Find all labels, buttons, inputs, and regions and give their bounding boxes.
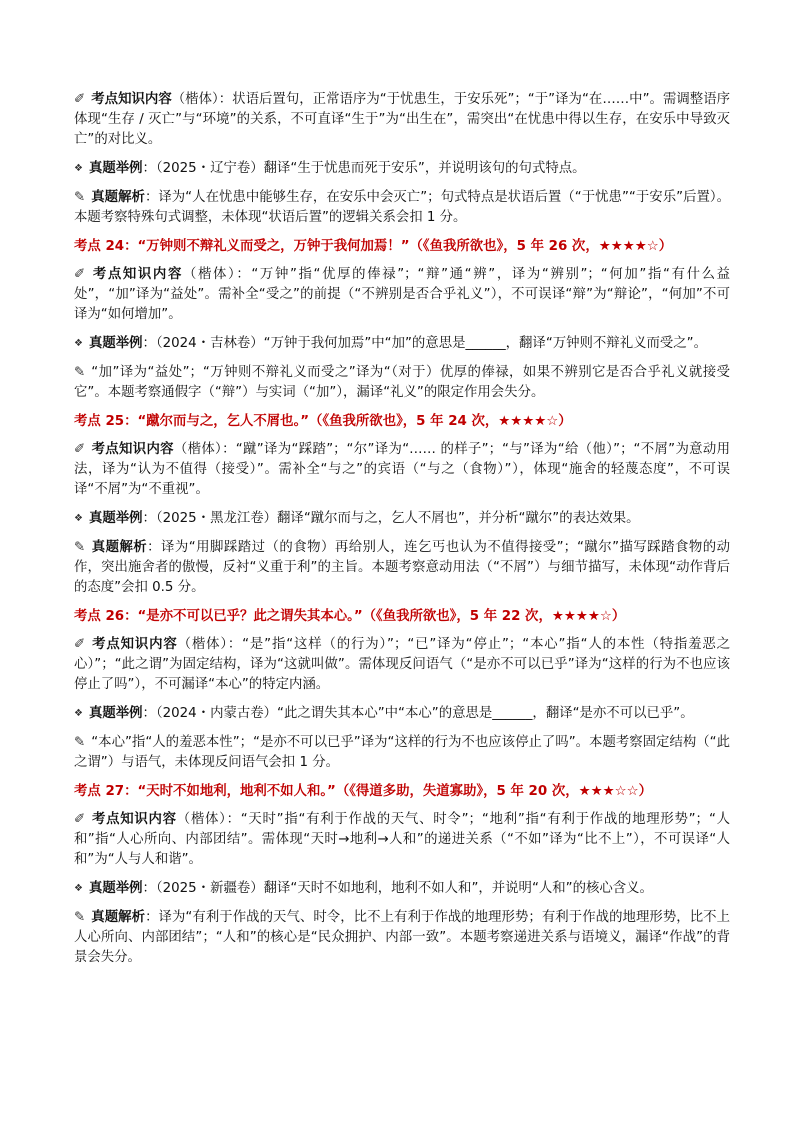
pencil-icon: ✐ [74, 812, 86, 827]
example-paragraph [74, 334, 730, 354]
pencil-icon: ✐ [74, 92, 86, 107]
paragraph-text: “加”译为“益处”；“万钟则不辩礼义而受之”译为“（对于）优厚的俸禄，如果不辨别它是否合乎礼义就接受它”。本题考察通假字（“辩”）与实词（“加”），漏译“礼义”的限定作用会失分。 [74, 365, 730, 400]
pen-icon: ✎ [74, 540, 86, 555]
knowledge-paragraph [74, 265, 730, 325]
paragraph-text: （楷体）：“万钟”指“优厚的俸禄”；“辩”通“辨”，译为“辨别”；“何加”指“有什么益处”，“加”译为“益处”。需补全“受之”的前提（“不辨别是否合乎礼义”），不可误译“辩”为“辩论”，“何加”不可译为“如何增加”。 [74, 267, 730, 322]
pen-icon: ✎ [74, 190, 86, 205]
label: 真题解析 [91, 910, 146, 925]
diamond-bullet-icon: ❖ [74, 163, 83, 174]
paragraph-text: （楷体）：“是”指“这样（的行为）”；“已”译为“停止”；“本心”指“人的本性（特指羞恶之心）”；“此之谓”为固定结构，译为“这就叫做”。需体现反问语气（“是亦不可以已乎”译为“这样的行为不也应该停止了吗”），不可漏译“本心”的特定内涵。 [74, 637, 730, 692]
label: 真题举例 [88, 881, 143, 896]
exam-point-heading: 考点 25：“蹴尔而与之，乞人不屑也。”（《鱼我所欲也》，5 年 24 次，★★★★☆） [74, 414, 572, 429]
label: 考点知识内容 [91, 637, 178, 652]
example-paragraph [74, 159, 730, 179]
pencil-icon: ✐ [74, 267, 86, 282]
analysis-paragraph [74, 538, 730, 598]
paragraph-text: ：译为“用脚踩踏过（的食物）再给别人，连乞丐也认为不值得接受”；“蹴尔”描写踩踏食物的动作，突出施舍者的傲慢，反衬“义重于利”的主旨。本题考察意动用法（“不屑”）与细节描写，未体现“动作背后的态度”会扣 0.5 分。 [74, 540, 730, 595]
diamond-bullet-icon: ❖ [74, 513, 83, 524]
pencil-icon: ✐ [74, 442, 86, 457]
paragraph-text: （楷体）：状语后置句，正常语序为“于忧患生，于安乐死”；“于”译为“在……中”。需调整语序体现“生存 / 灭亡”与“环境”的关系，不可直译“生于”为“出生在”，需突出“在忧患中得以生存，在安乐中导致灭亡”的对比义。 [74, 92, 731, 147]
paragraph-text: （楷体）：“天时”指“有利于作战的天气、时令”；“地利”指“有利于作战的地理形势”；“人和”指“人心所向、内部团结”。需体现“天时→地利→人和”的递进关系（“不如”译为“比不上”），不可误译“人和”为“人与人和谐”。 [74, 812, 731, 867]
paragraph-text: ：（2025・黑龙江卷）翻译“蹴尔而与之，乞人不屑也”，并分析“蹴尔”的表达效果。 [142, 511, 640, 526]
label: 真题解析 [91, 540, 148, 555]
diamond-bullet-icon: ❖ [74, 338, 83, 349]
paragraph-text: ：（2024・吉林卷）“万钟于我何加焉”中“加”的意思是______，翻译“万钟则不辩礼义而受之”。 [142, 336, 707, 351]
knowledge-paragraph [74, 635, 730, 695]
pen-icon: ✎ [74, 910, 86, 925]
paragraph-text: （楷体）：“蹴”译为“踩踏”；“尔”译为“…… 的样子”；“与”译为“给（他）”；“不屑”为意动用法，译为“认为不值得（接受）”。需补全“与之”的宾语（“与之（食物）”），体现“施舍的轻蔑态度”，不可误译“不屑”为“不重视”。 [74, 442, 730, 497]
label: 考点知识内容 [91, 812, 177, 827]
example-paragraph [74, 704, 730, 724]
label: 真题解析 [91, 190, 145, 205]
pen-icon: ✎ [74, 735, 86, 750]
label: 考点知识内容 [91, 267, 183, 282]
label: 真题举例 [88, 706, 143, 721]
example-paragraph [74, 509, 730, 529]
exam-point-heading: 考点 27：“天时不如地利，地利不如人和。”（《得道多助，失道寡助》，5 年 20 次，★★★☆☆） [74, 784, 653, 799]
example-paragraph [74, 879, 730, 899]
knowledge-paragraph [74, 810, 730, 870]
knowledge-paragraph [74, 90, 730, 150]
label: 考点知识内容 [91, 442, 174, 457]
pen-icon: ✎ [74, 365, 86, 380]
paragraph-text: ：（2025・新疆卷）翻译“天时不如地利，地利不如人和”，并说明“人和”的核心含义。 [142, 881, 653, 896]
paragraph-text: ：译为“人在忧患中能够生存，在安乐中会灭亡”；句式特点是状语后置（“于忧患”“于安乐”后置）。本题考察特殊句式调整，未体现“状语后置”的逻辑关系会扣 1 分。 [74, 190, 731, 225]
label: 考点知识内容 [91, 92, 172, 107]
paragraph-text: ：（2024・内蒙古卷）“此之谓失其本心”中“本心”的意思是______，翻译“是亦不可以已乎”。 [142, 706, 694, 721]
exam-point-heading: 考点 26：“是亦不可以已乎？此之谓失其本心。”（《鱼我所欲也》，5 年 22 次，★★★★☆） [74, 609, 626, 624]
exam-point-heading: 考点 24：“万钟则不辩礼义而受之，万钟于我何加焉！”（《鱼我所欲也》，5 年 26 次，★★★★☆） [74, 239, 673, 254]
label: 真题举例 [88, 511, 143, 526]
analysis-paragraph [74, 363, 730, 403]
label: 真题举例 [88, 336, 143, 351]
diamond-bullet-icon: ❖ [74, 883, 83, 894]
label: 真题举例 [88, 161, 143, 176]
analysis-paragraph [74, 733, 730, 773]
document-body [74, 90, 730, 977]
paragraph-text: ：译为“有利于作战的天气、时令，比不上有利于作战的地理形势；有利于作战的地理形势，比不上人心所向、内部团结”；“人和”的核心是“民众拥护、内部一致”。本题考察递进关系与语境义，漏译“作战”的背景会失分。 [74, 910, 731, 965]
analysis-paragraph [74, 188, 730, 228]
paragraph-text: ：（2025・辽宁卷）翻译“生于忧患而死于安乐”，并说明该句的句式特点。 [142, 161, 586, 176]
knowledge-paragraph [74, 440, 730, 500]
pencil-icon: ✐ [74, 637, 86, 652]
analysis-paragraph [74, 908, 730, 968]
diamond-bullet-icon: ❖ [74, 708, 83, 719]
paragraph-text: “本心”指“人的羞恶本性”；“是亦不可以已乎”译为“这样的行为不也应该停止了吗”。本题考察固定结构（“此之谓”）与语气，未体现反问语气会扣 1 分。 [74, 735, 730, 770]
